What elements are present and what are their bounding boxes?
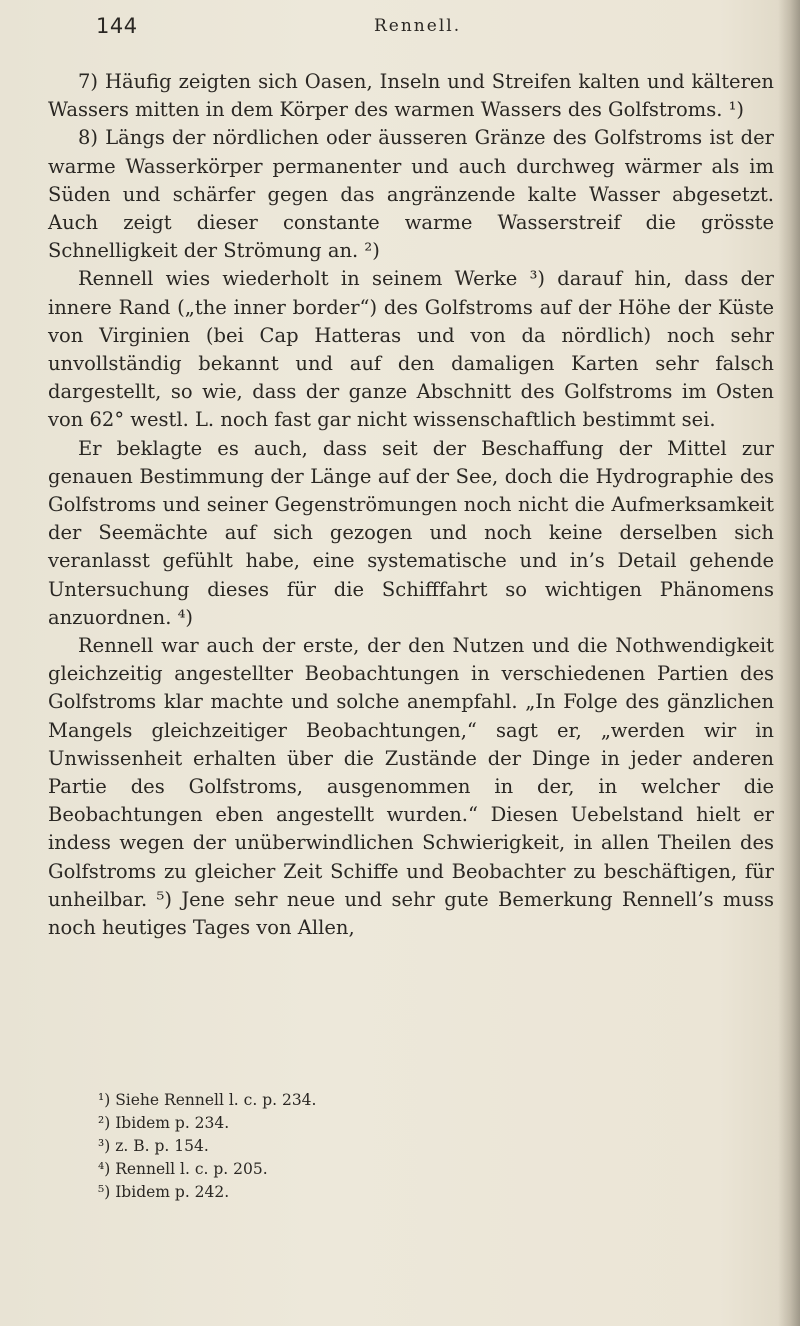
- running-head: Rennell.: [374, 16, 462, 36]
- footnote: ⁴) Rennell l. c. p. 205.: [98, 1160, 268, 1178]
- page-number: 144: [96, 14, 138, 38]
- paragraph-8: 8) Längs der nördlichen oder äusseren Gränze des Golfstroms ist der warme Wasserkörper permanenter und auch durchweg wärmer als im Süden und schärfer gegen das angränzende kalte Wasser abgesetzt. Auch zeigt dieser constante warme Wasserstreif die grösste Schnelligkeit der Strömung an. ²): [48, 126, 774, 263]
- paragraph-observations: Rennell war auch der erste, der den Nutzen und die Nothwendigkeit gleichzeitig angestellter Beobachtungen in verschiedenen Partien des Golfstroms klar machte und solche anempfahl. „In Folge des gänzlichen Mangels gleichzeitiger Beobachtungen,“ sagt er, „werden wir in Unwissenheit erhalten über die Zustände der Dinge in jeder anderen Partie des Golfstroms, ausgenommen in der, in welcher die Beobachtungen eben angestellt wurden.“ Diesen Uebelstand hielt er indess wegen der unüberwindlichen Schwierigkeit, in allen Theilen des Golfstroms zu gleicher Zeit Schiffe und Beobachter zu beschäftigen, für unheilbar. ⁵) Jene sehr neue und sehr gute Bemerkung Rennell’s muss noch heutiges Tages von Allen,: [48, 634, 774, 940]
- paragraph-hydrography: Er beklagte es auch, dass seit der Beschaffung der Mittel zur genauen Bestimmung der Länge auf der See, doch die Hydrographie des Golfstroms und seiner Gegenströmungen noch nicht die Aufmerksamkeit der Seemächte auf sich gezogen und noch keine derselben sich veranlasst gefühlt habe, eine systematische und in’s Detail gehende Untersuchung dieses für die Schifffahrt so wichtigen Phänomens anzuordnen. ⁴): [48, 436, 774, 629]
- footnote: ⁵) Ibidem p. 242.: [98, 1183, 230, 1201]
- paragraph-7: 7) Häufig zeigten sich Oasen, Inseln und Streifen kalten und kälteren Wassers mitten in dem Körper des warmen Wassers des Golfstroms. ¹): [48, 70, 774, 122]
- footnote: ²) Ibidem p. 234.: [98, 1114, 230, 1132]
- footnote: ³) z. B. p. 154.: [98, 1137, 209, 1155]
- paragraph-inner-border: Rennell wies wiederholt in seinem Werke ³) darauf hin, dass der innere Rand („the inner border“) des Golfstroms auf der Höhe der Küste von Virginien (bei Cap Hatteras und von da nördlich) noch sehr unvollständig bekannt und auf den damaligen Karten sehr falsch dargestellt, so wie, dass der ganze Abschnitt des Golfstroms im Osten von 62° westl. L. noch fast gar nicht wissenschaftlich bestimmt sei.: [48, 267, 774, 432]
- body-text: [48, 68, 774, 942]
- page-header: [96, 14, 776, 44]
- page-edge-shadow: [778, 0, 800, 1326]
- footnote: ¹) Siehe Rennell l. c. p. 234.: [98, 1091, 317, 1109]
- footnotes: [98, 1089, 598, 1204]
